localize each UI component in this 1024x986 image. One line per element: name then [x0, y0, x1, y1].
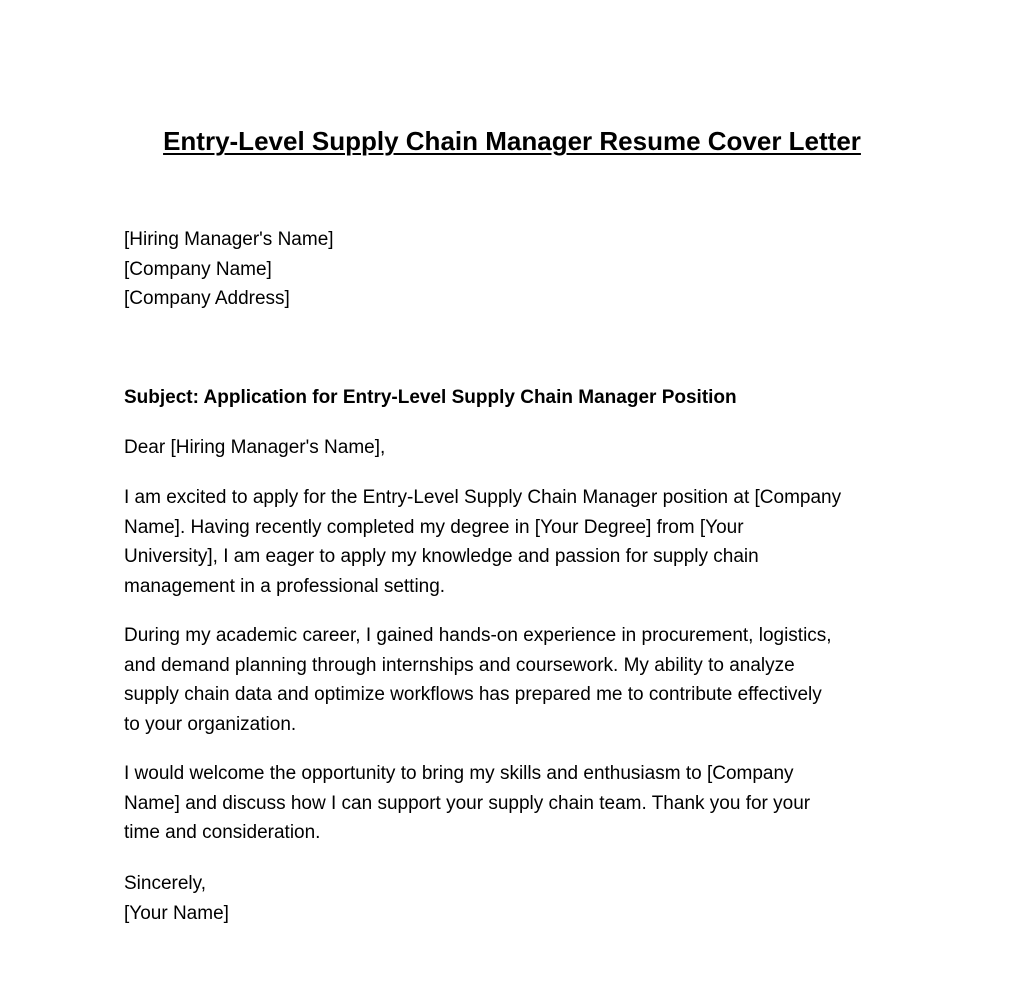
valediction: Sincerely, — [124, 873, 207, 894]
signature-placeholder: [Your Name] — [124, 902, 229, 924]
paragraph-line: and demand planning through internships and coursework. My ability to analyze — [124, 654, 795, 676]
salutation: Dear [Hiring Manager's Name], — [124, 437, 386, 458]
recipient-address — [124, 225, 904, 314]
paragraph-line: University], I am eager to apply my knowledge and passion for supply chain — [124, 546, 759, 567]
document-title: Entry-Level Supply Chain Manager Resume Cover Letter — [163, 126, 861, 156]
body-paragraph-intro — [124, 483, 904, 601]
recipient-company: [Company Name] — [124, 258, 272, 280]
body-paragraph-closing — [124, 759, 904, 848]
paragraph-line: management in a professional setting. — [124, 575, 446, 597]
letter-closing — [124, 869, 904, 928]
body-paragraph-experience — [124, 621, 904, 739]
paragraph-line: Name] and discuss how I can support your supply chain team. Thank you for your — [124, 792, 811, 814]
paragraph-line: Name]. Having recently completed my degree in [Your Degree] from [Your — [124, 516, 744, 538]
paragraph-line: I would welcome the opportunity to bring my skills and enthusiasm to [Company — [124, 763, 794, 784]
recipient-name: [Hiring Manager's Name] — [124, 229, 334, 250]
paragraph-line: to your organization. — [124, 713, 297, 735]
paragraph-line: time and consideration. — [124, 822, 321, 843]
paragraph-line: I am excited to apply for the Entry-Level Supply Chain Manager position at [Company — [124, 487, 842, 508]
paragraph-line: supply chain data and optimize workflows has prepared me to contribute effectively — [124, 684, 822, 705]
paragraph-line: During my academic career, I gained hands-on experience in procurement, logistics, — [124, 625, 832, 646]
subject-line: Subject: Application for Entry-Level Supply Chain Manager Position — [124, 387, 737, 408]
recipient-company-address: [Company Address] — [124, 288, 290, 309]
